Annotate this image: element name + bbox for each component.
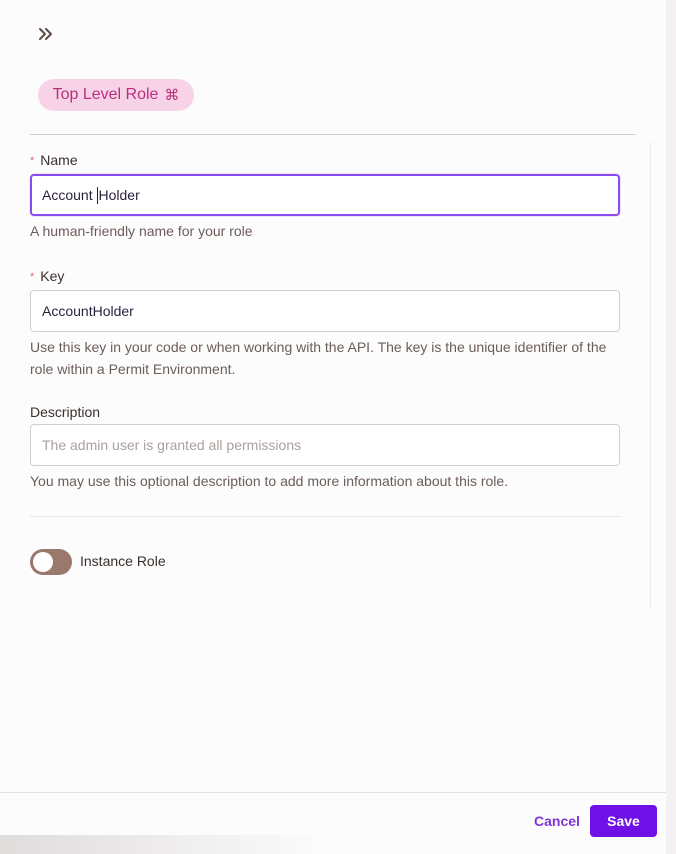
description-label-text: Description [30, 404, 101, 420]
description-field-label [30, 404, 100, 420]
instance-role-label: Instance Role [80, 553, 166, 569]
command-icon: ⌘ [164, 86, 180, 104]
name-field-label [30, 152, 78, 168]
name-label-text: Name [40, 152, 78, 168]
panel-edge [666, 0, 676, 854]
key-label-text: Key [40, 268, 65, 284]
name-input[interactable] [30, 174, 620, 216]
section-divider [30, 516, 620, 517]
required-mark: * [30, 154, 35, 167]
header-divider [30, 134, 636, 135]
double-chevron-right-icon[interactable] [34, 22, 58, 46]
key-field-label [30, 268, 64, 284]
cancel-button[interactable]: Cancel [534, 813, 580, 829]
instance-role-toggle[interactable] [30, 549, 72, 575]
key-input[interactable] [30, 290, 620, 332]
toggle-knob [33, 552, 53, 572]
description-placeholder: The admin user is granted all permissions [42, 437, 302, 453]
key-input-value: AccountHolder [42, 303, 134, 319]
save-button[interactable]: Save [590, 805, 657, 837]
footer-shadow [0, 835, 330, 854]
name-input-value-end: Holder [98, 187, 140, 203]
required-mark: * [30, 270, 35, 283]
role-type-chip [38, 79, 194, 111]
description-input[interactable] [30, 424, 620, 466]
scrollbar-track[interactable] [650, 142, 651, 608]
name-help-text: A human-friendly name for your role [30, 223, 253, 239]
description-help-text: You may use this optional description to add more information about this role. [30, 473, 509, 489]
name-input-value-start: Account [42, 187, 97, 203]
key-help-text: Use this key in your code or when working with the API. The key is the unique identifier of the role within a Permit Environment. [30, 339, 607, 377]
role-type-label: Top Level Role [52, 86, 159, 103]
